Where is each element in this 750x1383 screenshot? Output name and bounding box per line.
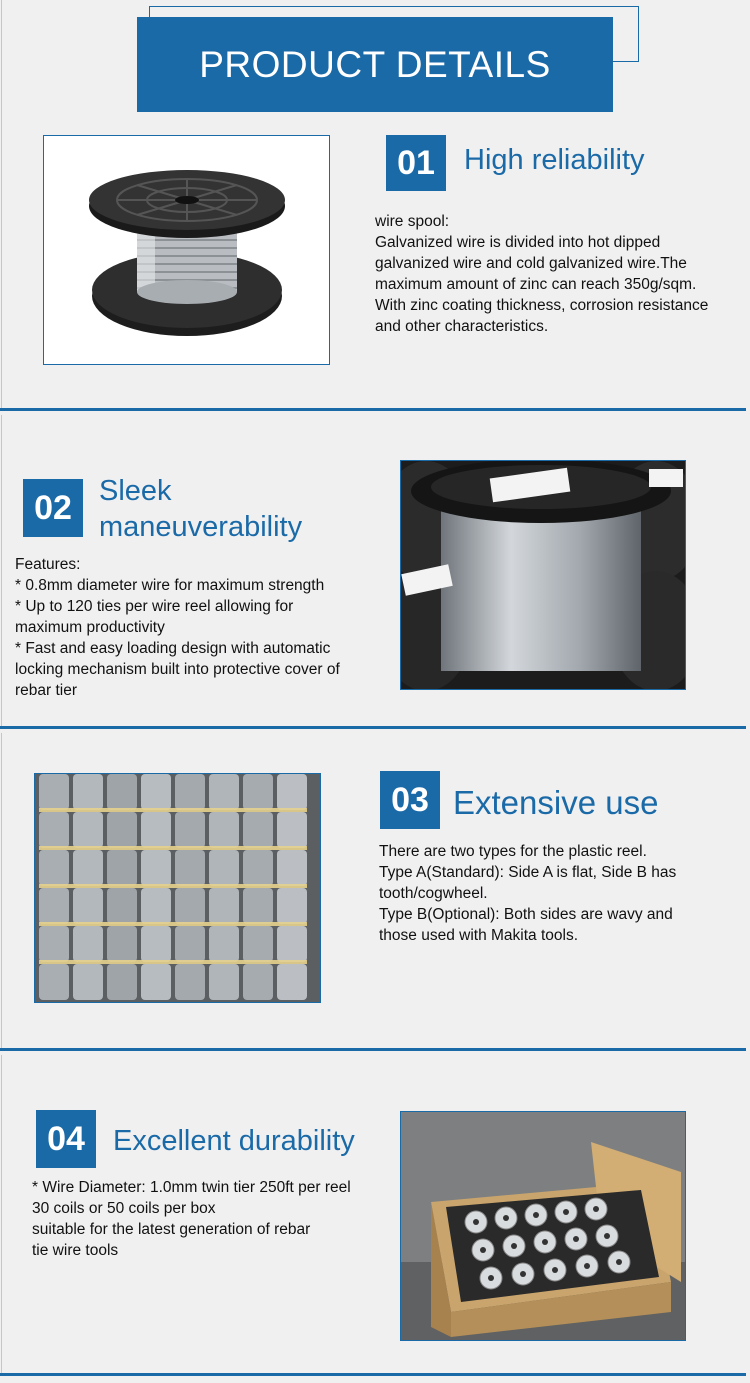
section-divider — [0, 1048, 746, 1051]
section-title-sleek: Sleek — [99, 475, 172, 507]
section-divider — [0, 408, 746, 411]
section-number-01: 01 — [386, 135, 446, 191]
left-border-line — [1, 733, 2, 1051]
section-number-04: 04 — [36, 1110, 96, 1168]
section-title-excellent-durability: Excellent durability — [113, 1125, 355, 1157]
section-title-high-reliability: High reliability — [464, 144, 645, 176]
section-divider — [0, 726, 746, 729]
left-border-line — [1, 1055, 2, 1373]
section-title-extensive-use: Extensive use — [453, 784, 659, 821]
section-description-01: wire spool: Galvanized wire is divided into hot dipped galvanized wire and cold galvanized wire.The maximum amount of zinc can reach 350g/sqm. With zinc coating thickness, corrosion resistance and other characteristics. — [375, 213, 709, 335]
wooden-crate-image — [400, 1111, 686, 1341]
section-number-03: 03 — [380, 771, 440, 829]
section-description-04: * Wire Diameter: 1.0mm twin tier 250ft per reel 30 coils or 50 coils per box suitable for the latest generation of rebar tie wire tools — [32, 1179, 351, 1259]
left-border-line — [1, 415, 2, 728]
wire-spool-image — [43, 135, 330, 365]
left-border-line — [1, 0, 2, 410]
wire-reel-closeup-image — [400, 460, 686, 690]
section-description-02: Features: * 0.8mm diameter wire for maximum strength * Up to 120 ties per wire reel allowing for maximum productivity * Fast and easy loading design with automatic locking mechanism built into protective cover of rebar tier — [15, 556, 340, 699]
section-divider — [0, 1373, 746, 1376]
section-title-maneuverability: maneuverability — [99, 511, 303, 543]
stacked-coils-image — [34, 773, 321, 1003]
page-title: PRODUCT DETAILS — [137, 17, 613, 112]
section-number-02: 02 — [23, 479, 83, 537]
section-description-03: There are two types for the plastic reel. Type A(Standard): Side A is flat, Side B has tooth/cogwheel. Type B(Optional): Both sides are wavy and those used with Makita tools. — [379, 843, 677, 944]
